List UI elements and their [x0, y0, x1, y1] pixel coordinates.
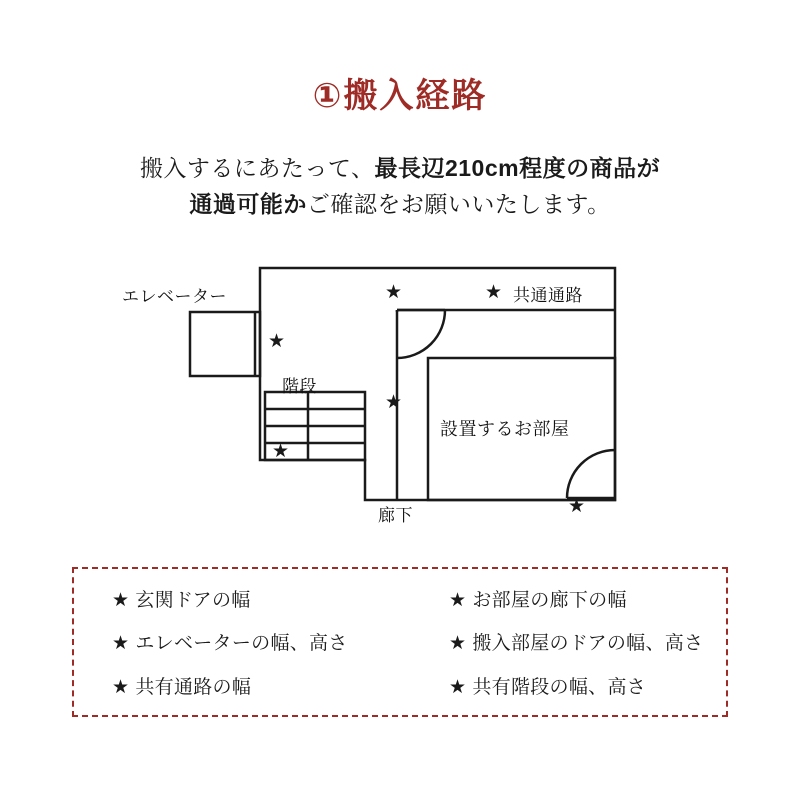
star-icon: ★ — [112, 633, 130, 655]
lead-line2-emphasis: 通過可能か — [189, 191, 307, 218]
legend-grid — [74, 569, 726, 715]
lead-paragraph — [0, 150, 800, 223]
lead-line2-suffix: ご確認をお願いいたします。 — [306, 191, 611, 218]
plan-label-room: 設置するお部屋 — [440, 419, 570, 439]
star-icon: ★ — [449, 676, 467, 698]
floor-plan-diagram — [100, 250, 720, 540]
title-text: 搬入経路 — [343, 77, 488, 115]
plan-star-room-door: ★ — [568, 496, 586, 517]
legend-item — [419, 628, 726, 655]
legend-item — [112, 628, 419, 655]
title-number: ① — [312, 77, 344, 115]
legend-item-label: 搬入部屋のドアの幅、高さ — [472, 633, 704, 655]
star-icon: ★ — [112, 590, 130, 612]
plan-star-common-path: ★ — [485, 282, 503, 303]
plan-star-corridor-door: ★ — [385, 392, 403, 413]
legend-item — [112, 672, 419, 699]
plan-label-stairs: 階段 — [282, 377, 317, 396]
plan-star-stairs: ★ — [272, 441, 290, 462]
legend-box — [72, 567, 728, 717]
legend-item-label: エレベーターの幅、高さ — [135, 633, 348, 655]
legend-item-label: お部屋の廊下の幅 — [472, 590, 627, 612]
legend-item — [112, 585, 419, 612]
legend-item — [419, 585, 726, 612]
plan-label-elevator: エレベーター — [122, 287, 227, 306]
star-icon: ★ — [112, 676, 130, 698]
lead-line1-emphasis: 最長辺210cm程度の商品が — [374, 155, 661, 181]
plan-label-common-path: 共通通路 — [513, 286, 583, 305]
legend-item-label: 玄関ドアの幅 — [135, 590, 251, 612]
legend-item — [419, 672, 726, 699]
plan-star-entrance: ★ — [385, 282, 403, 303]
star-icon: ★ — [449, 633, 467, 655]
star-icon: ★ — [449, 590, 467, 612]
legend-item-label: 共有通路の幅 — [135, 676, 252, 698]
page-title — [0, 68, 800, 117]
legend-item-label: 共有階段の幅、高さ — [472, 676, 647, 698]
lead-line1-prefix: 搬入するにあたって、 — [139, 155, 375, 181]
plan-label-corridor: 廊下 — [378, 506, 413, 525]
plan-star-elevator: ★ — [268, 331, 286, 352]
